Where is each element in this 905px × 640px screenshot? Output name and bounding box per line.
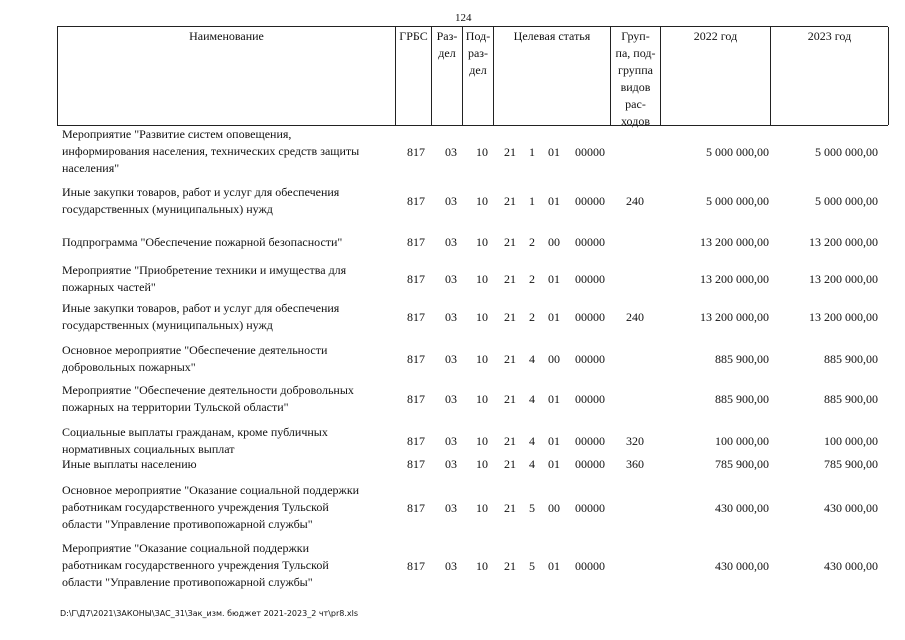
header-grbs: ГРБС <box>396 27 432 125</box>
cell-pr: 10 <box>476 434 488 448</box>
row-name: Мероприятие "Развитие систем оповещения, информирования населения, технических средств защиты населения" <box>62 127 360 175</box>
cell-rz: 03 <box>445 272 457 286</box>
cell-rz: 03 <box>445 235 457 249</box>
cell-grbs: 817 <box>407 352 425 366</box>
cell-t3: 01 <box>548 392 560 406</box>
table-row <box>0 482 905 533</box>
cell-t2: 2 <box>529 272 535 286</box>
table-row <box>0 342 905 376</box>
cell-v2023: 785 900,00 <box>824 457 878 471</box>
cell-t4: 00000 <box>575 235 605 249</box>
cell-t2: 1 <box>529 144 535 159</box>
header-razdel: Раз- дел <box>432 27 463 125</box>
table-row <box>0 424 905 458</box>
cell-v2022: 5 000 000,00 <box>706 144 769 159</box>
cell-v2023: 13 200 000,00 <box>809 235 878 249</box>
header-name: Наименование <box>58 27 396 125</box>
cell-t2: 5 <box>529 558 535 573</box>
cell-t2: 4 <box>529 457 535 471</box>
cell-rz: 03 <box>445 144 457 159</box>
cell-t1: 21 <box>504 194 516 208</box>
table-row <box>0 262 905 296</box>
cell-t1: 21 <box>504 392 516 406</box>
cell-pr: 10 <box>476 457 488 471</box>
cell-vr: 320 <box>626 434 644 448</box>
cell-rz: 03 <box>445 352 457 366</box>
cell-pr: 10 <box>476 392 488 406</box>
cell-grbs: 817 <box>407 457 425 471</box>
cell-t4: 00000 <box>575 558 605 573</box>
table-row <box>0 234 905 251</box>
cell-t2: 2 <box>529 310 535 324</box>
cell-pr: 10 <box>476 310 488 324</box>
cell-t3: 00 <box>548 500 560 515</box>
cell-t1: 21 <box>504 434 516 448</box>
row-name: Мероприятие "Оказание социальной поддержки работникам государственного учреждения Тульской области "Управление противопожарной службы" <box>62 541 329 589</box>
cell-v2022: 13 200 000,00 <box>700 272 769 286</box>
row-name: Мероприятие "Обеспечение деятельности добровольных пожарных на территории Тульской области" <box>62 383 354 414</box>
cell-rz: 03 <box>445 500 457 515</box>
cell-v2022: 885 900,00 <box>715 352 769 366</box>
cell-v2022: 13 200 000,00 <box>700 310 769 324</box>
table-row <box>0 456 905 473</box>
cell-v2022: 430 000,00 <box>715 500 769 515</box>
cell-v2023: 430 000,00 <box>824 558 878 573</box>
row-name: Иные закупки товаров, работ и услуг для обеспечения государственных (муниципальных) нужд <box>62 301 340 332</box>
cell-grbs: 817 <box>407 434 425 448</box>
cell-t1: 21 <box>504 457 516 471</box>
cell-v2023: 5 000 000,00 <box>815 144 878 159</box>
cell-pr: 10 <box>476 194 488 208</box>
header-podrazdel: Под- раз- дел <box>463 27 494 125</box>
cell-vr: 240 <box>626 310 644 324</box>
cell-grbs: 817 <box>407 272 425 286</box>
cell-v2023: 885 900,00 <box>824 352 878 366</box>
cell-t3: 01 <box>548 457 560 471</box>
cell-t2: 4 <box>529 352 535 366</box>
cell-t2: 1 <box>529 194 535 208</box>
cell-pr: 10 <box>476 352 488 366</box>
row-name: Основное мероприятие "Обеспечение деятельности добровольных пожарных" <box>62 343 328 374</box>
cell-t4: 00000 <box>575 310 605 324</box>
cell-v2022: 5 000 000,00 <box>706 194 769 208</box>
cell-v2023: 100 000,00 <box>824 434 878 448</box>
cell-t4: 00000 <box>575 144 605 159</box>
cell-grbs: 817 <box>407 500 425 515</box>
cell-t3: 00 <box>548 235 560 249</box>
table-row <box>0 540 905 591</box>
row-name: Мероприятие "Приобретение техники и имущества для пожарных частей" <box>62 263 347 294</box>
cell-pr: 10 <box>476 558 488 573</box>
cell-v2023: 5 000 000,00 <box>815 194 878 208</box>
cell-grbs: 817 <box>407 144 425 159</box>
cell-v2022: 785 900,00 <box>715 457 769 471</box>
header-2022: 2022 год <box>661 27 771 125</box>
cell-t3: 01 <box>548 144 560 159</box>
cell-grbs: 817 <box>407 392 425 406</box>
cell-rz: 03 <box>445 457 457 471</box>
cell-t1: 21 <box>504 310 516 324</box>
cell-t3: 01 <box>548 194 560 208</box>
cell-v2022: 13 200 000,00 <box>700 235 769 249</box>
cell-grbs: 817 <box>407 558 425 573</box>
cell-v2023: 13 200 000,00 <box>809 272 878 286</box>
cell-rz: 03 <box>445 434 457 448</box>
cell-t4: 00000 <box>575 434 605 448</box>
cell-t3: 01 <box>548 434 560 448</box>
cell-v2022: 100 000,00 <box>715 434 769 448</box>
cell-t2: 4 <box>529 392 535 406</box>
cell-v2023: 13 200 000,00 <box>809 310 878 324</box>
file-path: D:\Г\Д7\2021\ЗАКОНЫ\ЗАС_31\Зак_изм. бюджет 2021-2023_2 чт\pr8.xls <box>60 609 359 618</box>
cell-t4: 00000 <box>575 352 605 366</box>
cell-v2023: 430 000,00 <box>824 500 878 515</box>
cell-grbs: 817 <box>407 194 425 208</box>
cell-pr: 10 <box>476 235 488 249</box>
cell-pr: 10 <box>476 500 488 515</box>
cell-t1: 21 <box>504 500 516 515</box>
table-row <box>0 382 905 416</box>
cell-t3: 01 <box>548 558 560 573</box>
page-number: 124 <box>455 12 472 24</box>
cell-v2023: 885 900,00 <box>824 392 878 406</box>
cell-t2: 4 <box>529 434 535 448</box>
table-header <box>57 26 888 126</box>
cell-grbs: 817 <box>407 310 425 324</box>
header-target: Целевая статья <box>494 27 611 125</box>
cell-pr: 10 <box>476 144 488 159</box>
row-name: Подпрограмма "Обеспечение пожарной безопасности" <box>62 235 343 249</box>
cell-t4: 00000 <box>575 272 605 286</box>
table-row <box>0 126 905 177</box>
cell-t1: 21 <box>504 235 516 249</box>
cell-t4: 00000 <box>575 392 605 406</box>
cell-t3: 00 <box>548 352 560 366</box>
cell-rz: 03 <box>445 194 457 208</box>
cell-t3: 01 <box>548 310 560 324</box>
cell-rz: 03 <box>445 310 457 324</box>
cell-grbs: 817 <box>407 235 425 249</box>
cell-t2: 2 <box>529 235 535 249</box>
header-group: Груп- па, под- группа видов рас- ходов <box>611 27 661 125</box>
cell-rz: 03 <box>445 392 457 406</box>
row-name: Иные выплаты населению <box>62 457 197 471</box>
cell-t2: 5 <box>529 500 535 515</box>
cell-t4: 00000 <box>575 500 605 515</box>
cell-t1: 21 <box>504 558 516 573</box>
cell-t1: 21 <box>504 352 516 366</box>
cell-v2022: 430 000,00 <box>715 558 769 573</box>
cell-t3: 01 <box>548 272 560 286</box>
cell-v2022: 885 900,00 <box>715 392 769 406</box>
cell-vr: 360 <box>626 457 644 471</box>
cell-t4: 00000 <box>575 457 605 471</box>
row-name: Иные закупки товаров, работ и услуг для обеспечения государственных (муниципальных) нужд <box>62 185 340 216</box>
cell-vr: 240 <box>626 194 644 208</box>
cell-t1: 21 <box>504 272 516 286</box>
cell-pr: 10 <box>476 272 488 286</box>
cell-t1: 21 <box>504 144 516 159</box>
cell-t4: 00000 <box>575 194 605 208</box>
row-name: Основное мероприятие "Оказание социальной поддержки работникам государственного учреждения Тульской области "Управление противопожарной службы" <box>62 483 360 531</box>
table-row <box>0 184 905 218</box>
table-row <box>0 300 905 334</box>
row-name: Социальные выплаты гражданам, кроме публичных нормативных социальных выплат <box>62 425 328 456</box>
header-2023: 2023 год <box>771 27 889 125</box>
cell-rz: 03 <box>445 558 457 573</box>
